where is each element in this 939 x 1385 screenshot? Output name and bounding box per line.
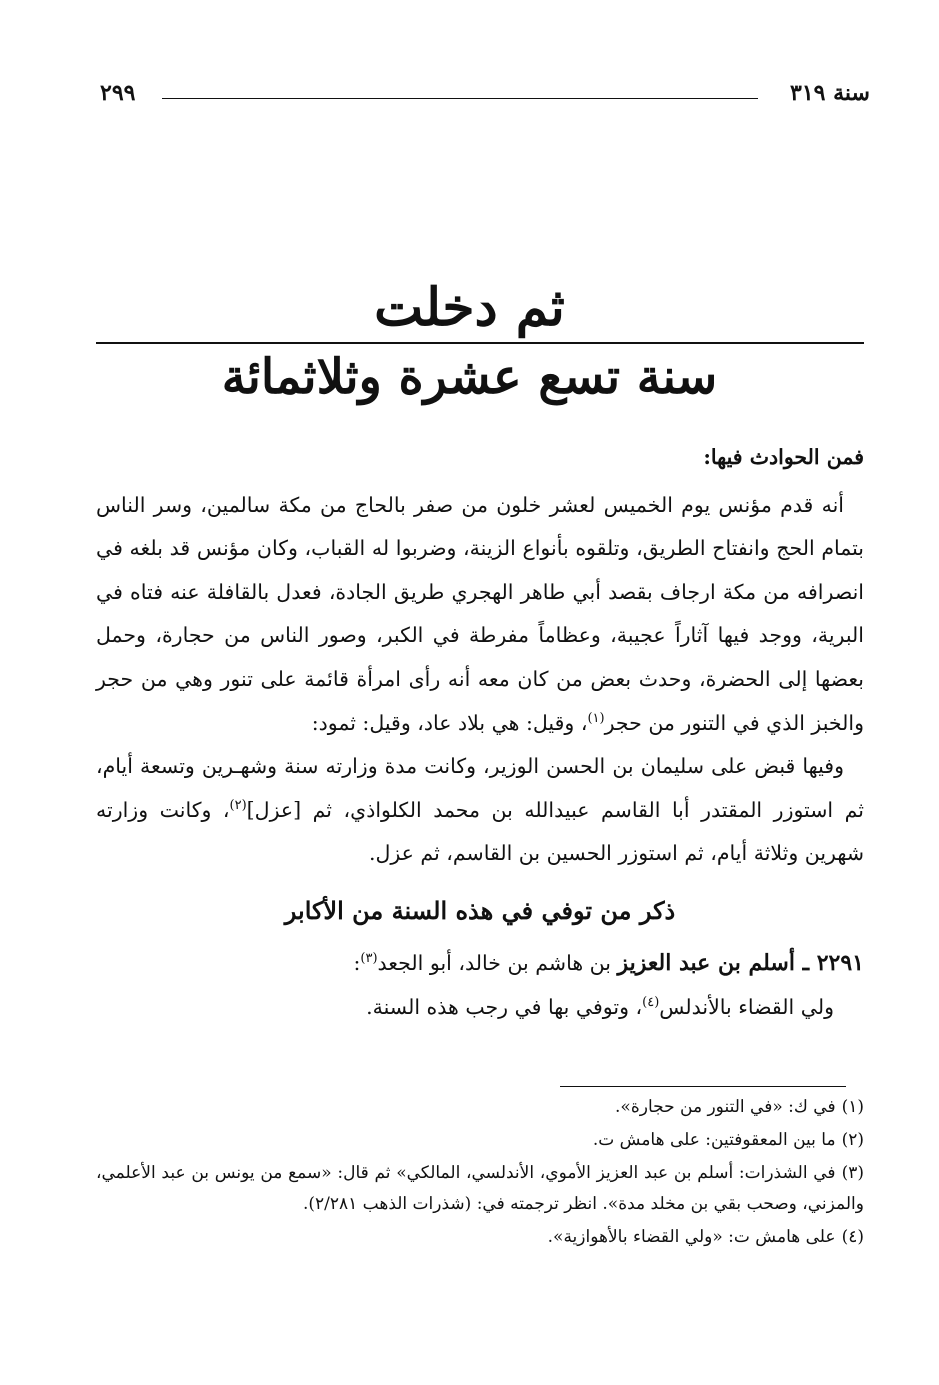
entry-number: ٢٢٩١: [816, 949, 864, 976]
entry-name: أسلم بن عبد العزيز: [617, 949, 795, 976]
footnotes: [96, 1092, 864, 1255]
footnote-reference: (٢): [229, 797, 247, 813]
title-divider: [96, 342, 864, 344]
intro-heading: فمن الحوادث فيها:: [703, 445, 864, 469]
paragraph-events-2: [96, 745, 864, 876]
chapter-title-line1: ثم دخلت: [374, 277, 565, 338]
footnote-separator: [560, 1086, 846, 1087]
page-number: ٢٩٩: [100, 80, 136, 106]
entry-lineage: بن هاشم بن خالد، أبو الجعد: [377, 950, 618, 975]
entry-text: ولي القضاء بالأندلس: [659, 994, 834, 1019]
footnote-mark: (١): [841, 1097, 864, 1117]
footnote: [96, 1158, 864, 1220]
footnote-mark: (٣): [841, 1163, 864, 1183]
footnote-mark: (٤): [841, 1227, 864, 1247]
footnote-text: ما بين المعقوفتين: على هامش ت.: [592, 1130, 836, 1150]
entry-text: ، وتوفي بها في رجب هذه السنة.: [366, 994, 643, 1019]
entry-lineage-end: :: [353, 950, 361, 975]
chapter-title-line2: سنة تسع عشرة وثلاثمائة: [221, 349, 718, 405]
running-head: [100, 80, 870, 114]
footnote-reference: (٤): [642, 994, 660, 1010]
footnote: [96, 1092, 864, 1123]
paragraph-text: ، وقيل: هي بلاد عاد، وقيل: ثمود:: [311, 710, 588, 735]
entry-dash: ـ: [794, 949, 817, 976]
footnote-mark: (٢): [841, 1130, 864, 1150]
section-heading: ذكر من توفي في هذه السنة من الأكابر: [284, 895, 676, 925]
footnote: [96, 1125, 864, 1156]
footnote-reference: (١): [587, 710, 605, 726]
paragraph-events-1: [96, 484, 864, 746]
header-rule: [162, 98, 758, 99]
paragraph-text: وفيها قبض على سليمان بن الحسن الوزير، وكانت مدة وزارته سنة وشهـرين وتسعة أيام، ثم استوزر المقتدر أبا القاسم عبيدالله بن محمد الكلواذي، ثم [عزل]: [96, 754, 865, 822]
footnote-reference: (٣): [360, 951, 378, 967]
paragraph-text: ، وكانت وزارته شهرين وثلاثة أيام، ثم استوزر الحسين بن القاسم، ثم عزل.: [96, 797, 864, 866]
paragraph-text: أنه قدم مؤنس يوم الخميس لعشر خلون من صفر بالحاج من مكة سالمين، وسر الناس بتمام الحج وانفتاح الطريق، وتلقوه بأنواع الزينة، وضربوا له القباب، وكان مؤنس قد بلغه في انصرافه من مكة ارجاف بقصد أبي طاهر الهجري طريق الجادة، فعدل بالقافلة عنه فتاه في البرية، ووجد فيها آثاراً عجيبة، وعظاماً مفرطة في الكبر، وصور الناس من حجارة، وحمل بعضها إلى الحضرة، وحدث بعض من كان معه أنه رأى امرأة قائمة على تنور وهي من حجر والخبز الذي في التنور من حجر: [96, 492, 864, 735]
biography-entry-text: [96, 986, 864, 1030]
running-title: سنة ٣١٩: [790, 80, 870, 106]
footnote-text: في الشذرات: أسلم بن عبد العزيز الأموي، الأندلسي، المالكي» ثم قال: «سمع من يونس بن عبد الأعلمي، والمزني، وصحب بقي بن مخلد مدة». انظر ترجمته في: (شذرات الذهب ٢/٢٨١).: [96, 1163, 864, 1214]
footnote-text: في ك: «في التنور من حجارة».: [615, 1097, 836, 1117]
footnote-text: على هامش ت: «ولي القضاء بالأهوازية».: [547, 1227, 836, 1247]
main-text: [96, 436, 864, 1029]
footnote: [96, 1222, 864, 1253]
biography-entry-heading: [96, 942, 864, 986]
